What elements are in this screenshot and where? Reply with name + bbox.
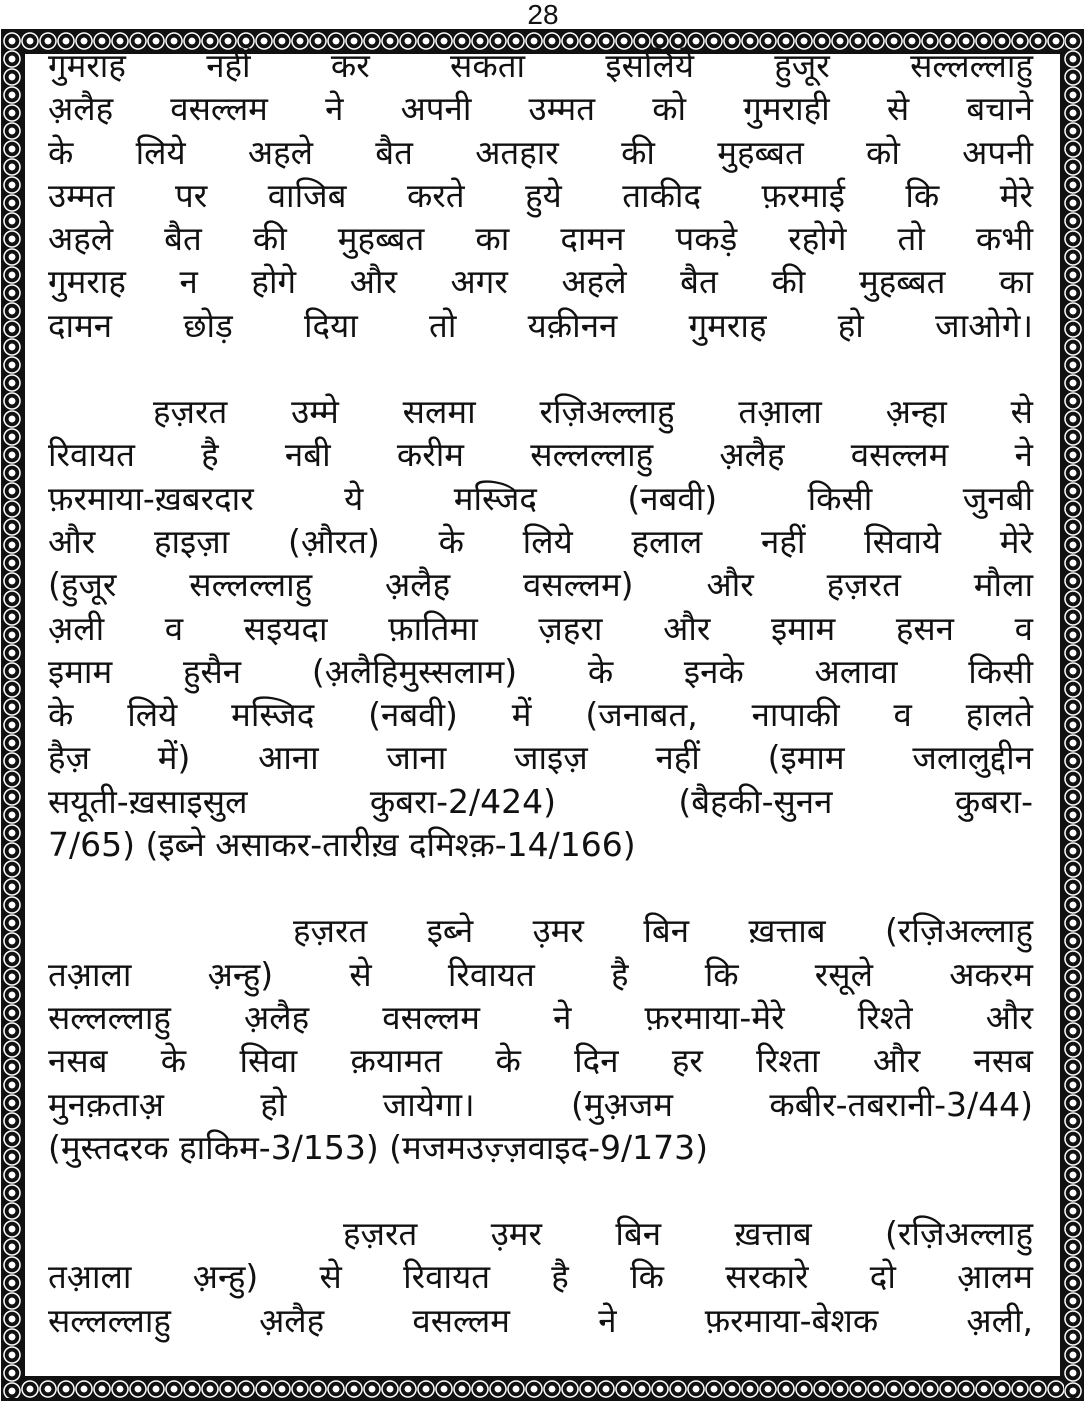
text-line: हज़रत उम्मे सलमा रज़िअल्लाहु तआ़ला अ़न्हा से [153,392,1033,432]
star-border-right [1064,32,1082,1398]
text-line: फ़रमाया-ख़बरदार ये मस्जिद (नबवी) किसी जुनबी [48,478,1033,518]
text-line: के लिये मस्जिद (नबवी) में (जनाबत, नापाकी व हालते [48,695,1033,735]
text-line: हज़रत उ़मर बिन ख़त्ताब (रज़िअल्लाहु [343,1214,1033,1254]
paragraph-spacer [48,1169,1033,1212]
text-line: सल्लल्लाहु अ़लैह वसल्लम ने फ़रमाया-बेशक अ़ली, [48,1300,1033,1340]
star-border-left [3,32,21,1398]
text-line: इमाम हुसैन (अ़लैहिमुस्सलाम) के इनके अलावा किसी [48,651,1033,691]
text-line: अ़लैह वसल्लम ने अपनी उम्मत को गुमराही से बचाने [48,89,1033,129]
paragraph-3 [48,909,1033,1169]
text-line: 7/65) (इब्ने असाकर-तारीख़ दमिश्क़-14/166) [48,825,636,865]
paragraph-spacer [48,347,1033,390]
text-line: (मुस्तदरक हाकिम-3/153) (मजमउज़्ज़वाइद-9/173) [48,1127,708,1167]
text-line: तआ़ला अ़न्हु) से रिवायत है कि सरकारे दो आ़लम [48,1257,1033,1297]
text-line: अहले बैत की मुहब्बत का दामन पकड़े रहोगे तो कभी [48,219,1033,259]
text-line: के लिये अहले बैत अतहार की मुहब्बत को अपनी [48,132,1033,172]
text-line: गुमराह न होगे और अगर अहले बैत की मुहब्बत का [48,262,1033,302]
text-line: और हाइज़ा (औ़रत) के लिये हलाल नहीं सिवाये मेरे [48,521,1033,561]
text-line: तआ़ला अ़न्हु) से रिवायत है कि रसूले अकरम [48,954,1033,994]
text-line: नसब के सिवा क़यामत के दिन हर रिश्ता और नसब [48,1041,1033,1081]
paragraph-spacer [48,866,1033,909]
star-border-bottom [3,1380,1082,1398]
text-line: गुमराह नहीं कर सकता इसलिये हुजूर सल्लल्लाहु [48,46,1033,85]
text-line: अ़ली व सइयदा फ़ातिमा ज़हरा और इमाम हसन व [48,608,1033,648]
page-body [48,44,1033,1342]
text-line: रिवायत है नबी करीम सल्लल्लाहु अ़लैह वसल्लम ने [48,435,1033,475]
text-line: उम्मत पर वाजिब करते हुये ताकीद फ़रमाई कि मेरे [48,175,1033,215]
text-line: सयूती-ख़साइसुल कुबरा-2/424) (बैहकी-सुनन कुबरा- [48,781,1033,821]
text-line: (हुजूर सल्लल्लाहु अ़लैह वसल्लम) और हज़रत मौला [48,565,1033,605]
page-number: 28 [527,0,559,30]
text-line: हज़रत इब्ने उ़मर बिन ख़त्ताब (रज़िअल्लाहु [293,911,1033,951]
paragraph-1 [48,44,1033,347]
paragraph-4 [48,1212,1033,1342]
text-line: सल्लल्लाहु अ़लैह वसल्लम ने फ़रमाया-मेरे रिश्ते और [48,997,1033,1037]
text-line: दामन छोड़ दिया तो यक़ीनन गुमराह हो जाओगे। [48,305,1033,345]
paragraph-2 [48,390,1033,866]
text-line: मुनक़ताअ़ हो जायेगा। (मुअ़जम कबीर-तबरानी-3/44) [48,1084,1033,1124]
text-line: हैज़ में) आना जाना जाइज़ नहीं (इमाम जलालुद्दीन [48,738,1033,778]
